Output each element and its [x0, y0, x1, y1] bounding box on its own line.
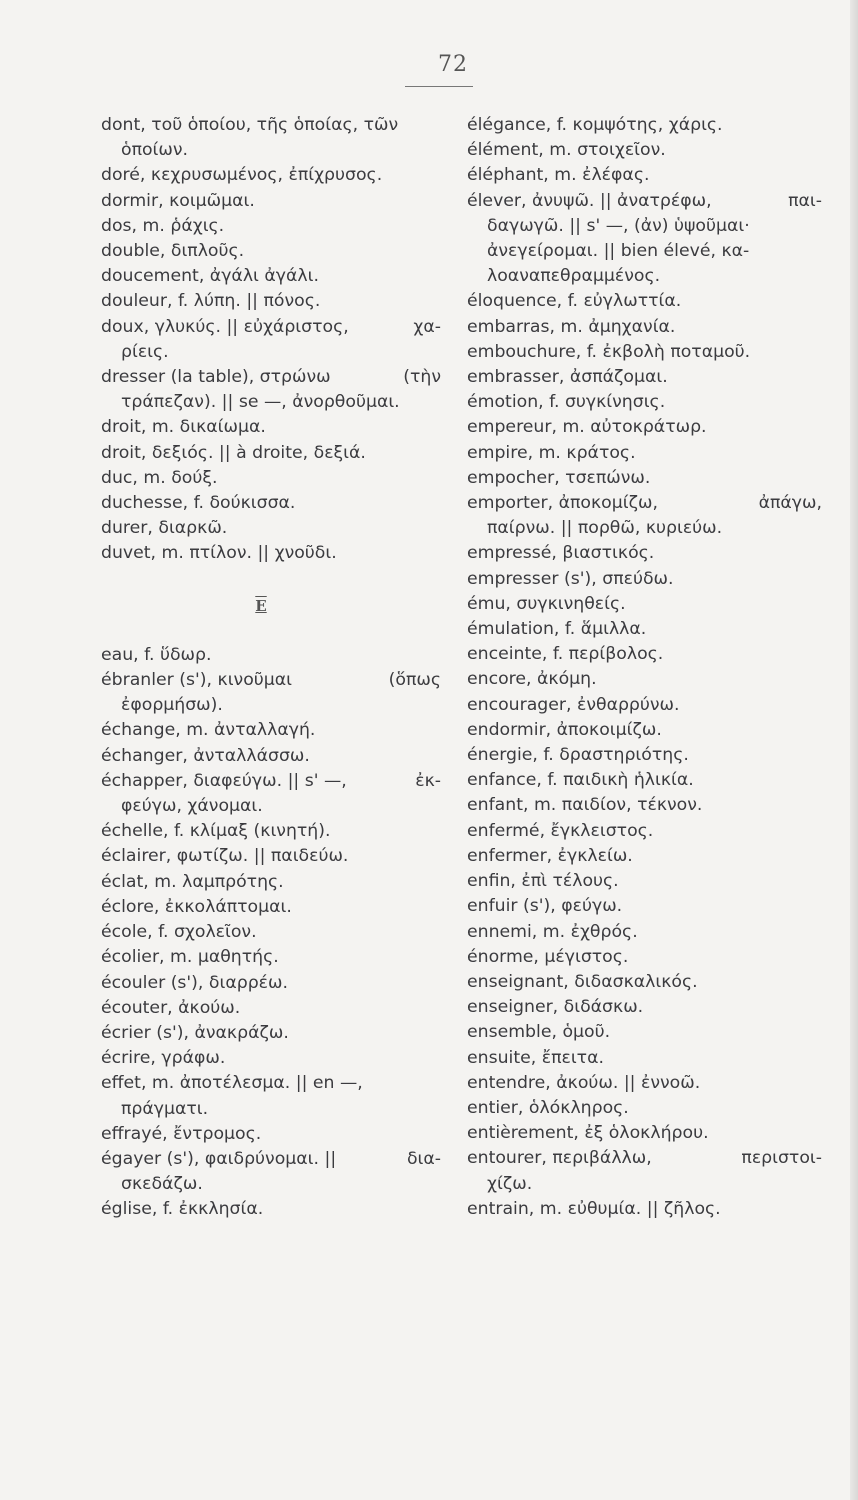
dictionary-entry: enceinte, f. περίβολος. — [467, 644, 664, 665]
dictionary-entry: endormir, ἀποκοιμίζω. — [467, 719, 662, 740]
entry-continuation: ἐφορμήσω). — [121, 695, 223, 716]
entry-continuation: χίζω. — [487, 1173, 533, 1194]
entry-hyphen-part: δια- — [406, 1148, 441, 1169]
page-number-rule — [405, 86, 473, 87]
dictionary-entry: droit, δεξιός. || à droite, δεξιά. — [101, 442, 366, 463]
dictionary-entry: enfuir (s'), φεύγω. — [467, 896, 623, 917]
dictionary-entry: écrier (s'), ἀνακράζω. — [101, 1022, 289, 1043]
entry-text: effet, m. ἀποτέλεσμα. || en —, — [101, 1073, 363, 1094]
dictionary-entry: émulation, f. ἅμιλλα. — [467, 619, 647, 640]
dictionary-entry: dont, τοῦ ὁποίου, τῆς ὁποίας, τῶν — [101, 115, 399, 135]
dictionary-entry — [467, 189, 822, 214]
entry-text: entourer, περιβάλλω, — [467, 1148, 652, 1169]
dictionary-entry: écolier, m. μαθητής. — [101, 947, 279, 968]
entry-continuation: ἀνεγείρομαι. || bien élevé, κα- — [487, 241, 750, 262]
dictionary-entry: écouter, ἀκούω. — [101, 997, 241, 1018]
dictionary-entry: droit, m. δικαίωμα. — [101, 417, 266, 438]
dictionary-entry: encourager, ἐνθαρρύνω. — [467, 694, 680, 715]
entry-hyphen-part: περιστοι- — [741, 1148, 822, 1169]
entry-hyphen-part: (τὴν — [403, 367, 441, 388]
dictionary-entry: duc, m. δούξ. — [101, 467, 218, 488]
entry-text: doux, γλυκύς. || εὐχάριστος, — [101, 316, 349, 337]
page-edge-shadow — [850, 0, 858, 1500]
dictionary-entry: embrasser, ἀσπάζομαι. — [467, 367, 668, 388]
dictionary-entry: durer, διαρκῶ. — [101, 518, 228, 539]
dictionary-entry — [101, 1147, 441, 1172]
entry-continuation: σκεδάζω. — [121, 1174, 203, 1195]
left-entries-before — [101, 113, 441, 567]
dictionary-entry: embouchure, f. ἐκβολὴ ποταμοῦ. — [467, 341, 751, 362]
dictionary-entry — [101, 315, 441, 340]
dictionary-entry — [467, 491, 822, 516]
left-entries-after — [101, 643, 441, 1223]
dictionary-entry: enfant, m. παιδίον, τέκνον. — [467, 795, 703, 816]
entry-hyphen-part: χα- — [413, 316, 441, 337]
dictionary-entry: émotion, f. συγκίνησις. — [467, 392, 666, 413]
dictionary-entry: élégance, f. κομψότης, χάρις. — [467, 115, 723, 135]
dictionary-entry: énergie, f. δραστηριότης. — [467, 745, 689, 766]
dictionary-entry: eau, f. ὕδωρ. — [101, 644, 212, 665]
dictionary-entry: entrain, m. εὐθυμία. || ζῆλος. — [467, 1198, 721, 1219]
entry-hyphen-part: (ὅπως — [388, 670, 441, 691]
entry-continuation: ὁποίων. — [121, 140, 189, 161]
entry-continuation: τράπεζαν). || se —, ἀνορθοῦμαι. — [121, 392, 400, 413]
dictionary-entry: duchesse, f. δούκισσα. — [101, 493, 296, 514]
dictionary-entry: embarras, m. ἀμηχανία. — [467, 316, 676, 337]
dictionary-entry: enseigner, διδάσκω. — [467, 997, 644, 1018]
dictionary-entry: dos, m. ῥάχις. — [101, 215, 225, 236]
entry-hyphen-part: ἀπάγω, — [758, 493, 822, 514]
dictionary-entry: empressé, βιαστικός. — [467, 543, 655, 564]
dictionary-entry: encore, ἀκόμη. — [467, 669, 597, 690]
dictionary-entry: douleur, f. λύπη. || πόνος. — [101, 291, 321, 312]
entry-text: échapper, διαφεύγω. || s' —, — [101, 770, 347, 791]
dictionary-entry: empereur, m. αὐτοκράτωρ. — [467, 417, 707, 438]
entry-continuation: φεύγω, χάνομαι. — [121, 796, 263, 817]
dictionary-entry: ennemi, m. ἐχθρός. — [467, 921, 638, 942]
dictionary-entry: empocher, τσεπώνω. — [467, 467, 651, 488]
dictionary-entry: échanger, ἀνταλλάσσω. — [101, 745, 310, 766]
dictionary-entry: empresser (s'), σπεύδω. — [467, 568, 674, 589]
entry-text: emporter, ἀποκομίζω, — [467, 493, 658, 514]
dictionary-entry: écouler (s'), διαρρέω. — [101, 972, 288, 993]
dictionary-entry: empire, m. κράτος. — [467, 442, 636, 463]
dictionary-entry: double, διπλοῦς. — [101, 241, 245, 262]
entry-text: dresser (la table), στρώνω — [101, 367, 331, 388]
dictionary-entry: ensemble, ὁμοῦ. — [467, 1022, 611, 1043]
entry-continuation: ρίεις. — [121, 341, 169, 362]
dictionary-entry: enfin, ἐπὶ τέλους. — [467, 871, 619, 892]
entry-continuation: λοαναπεθραμμένος. — [487, 266, 661, 287]
entry-text: élever, ἀνυψῶ. || ἀνατρέφω, — [467, 190, 712, 211]
dictionary-entry: ému, συγκινηθείς. — [467, 593, 626, 614]
entry-continuation: δαγωγῶ. || s' —, (ἀν) ὑψοῦμαι· — [487, 215, 750, 236]
dictionary-entry: échange, m. ἀνταλλαγή. — [101, 720, 316, 741]
dictionary-entry: enfance, f. παιδικὴ ἡλικία. — [467, 770, 694, 791]
dictionary-entry: enfermé, ἔγκλειστος. — [467, 820, 654, 841]
dictionary-entry: éléphant, m. ἐλέφας. — [467, 165, 650, 186]
dictionary-entry — [467, 1146, 822, 1171]
dictionary-entry: effrayé, ἔντρομος. — [101, 1123, 262, 1144]
section-letter: E — [255, 596, 267, 615]
left-column — [101, 113, 441, 1223]
dictionary-entry: duvet, m. πτίλον. || χνοῦδι. — [101, 543, 337, 564]
right-column — [467, 113, 822, 1222]
dictionary-entry: entièrement, ἐξ ὁλοκλήρου. — [467, 1123, 709, 1144]
dictionary-entry: éclore, ἐκκολάπτομαι. — [101, 896, 292, 917]
dictionary-entry: éloquence, f. εὐγλωττία. — [467, 291, 682, 312]
dictionary-entry: ensuite, ἔπειτα. — [467, 1047, 604, 1068]
dictionary-entry: entier, ὁλόκληρος. — [467, 1097, 629, 1118]
dictionary-entry — [101, 1071, 441, 1096]
entry-continuation: παίρνω. || πορθῶ, κυριεύω. — [487, 518, 723, 539]
dictionary-entry: entendre, ἀκούω. || ἐννοῶ. — [467, 1072, 701, 1093]
right-entries — [467, 113, 822, 1222]
entry-hyphen-part: ἐκ- — [415, 770, 441, 791]
page-number: 72 — [438, 52, 468, 77]
dictionary-entry: église, f. ἐκκλησία. — [101, 1199, 264, 1220]
dictionary-entry — [101, 365, 441, 390]
dictionary-entry — [101, 769, 441, 794]
dictionary-entry: énorme, μέγιστος. — [467, 946, 629, 967]
dictionary-entry: enseignant, διδασκαλικός. — [467, 971, 698, 992]
dictionary-entry: éclat, m. λαμπρότης. — [101, 871, 284, 892]
dictionary-entry: dormir, κοιμῶμαι. — [101, 190, 255, 211]
entry-text: ébranler (s'), κινοῦμαι — [101, 670, 292, 691]
dictionary-entry: doré, κεχρυσωμένος, ἐπίχρυσος. — [101, 165, 383, 186]
dictionary-entry: élément, m. στοιχεῖον. — [467, 140, 666, 161]
entry-hyphen-part: παι- — [788, 190, 822, 211]
dictionary-entry: éclairer, φωτίζω. || παιδεύω. — [101, 846, 349, 867]
entry-text: égayer (s'), φαιδρύνομαι. || — [101, 1148, 337, 1169]
dictionary-entry: école, f. σχολεῖον. — [101, 922, 257, 943]
dictionary-entry: doucement, ἀγάλι ἀγάλι. — [101, 266, 319, 287]
dictionary-entry: écrire, γράφω. — [101, 1048, 226, 1069]
dictionary-entry: enfermer, ἐγκλείω. — [467, 845, 633, 866]
dictionary-entry: échelle, f. κλίμαξ (κινητή). — [101, 821, 331, 842]
entry-continuation: πράγματι. — [121, 1098, 209, 1119]
dictionary-entry — [101, 668, 441, 693]
